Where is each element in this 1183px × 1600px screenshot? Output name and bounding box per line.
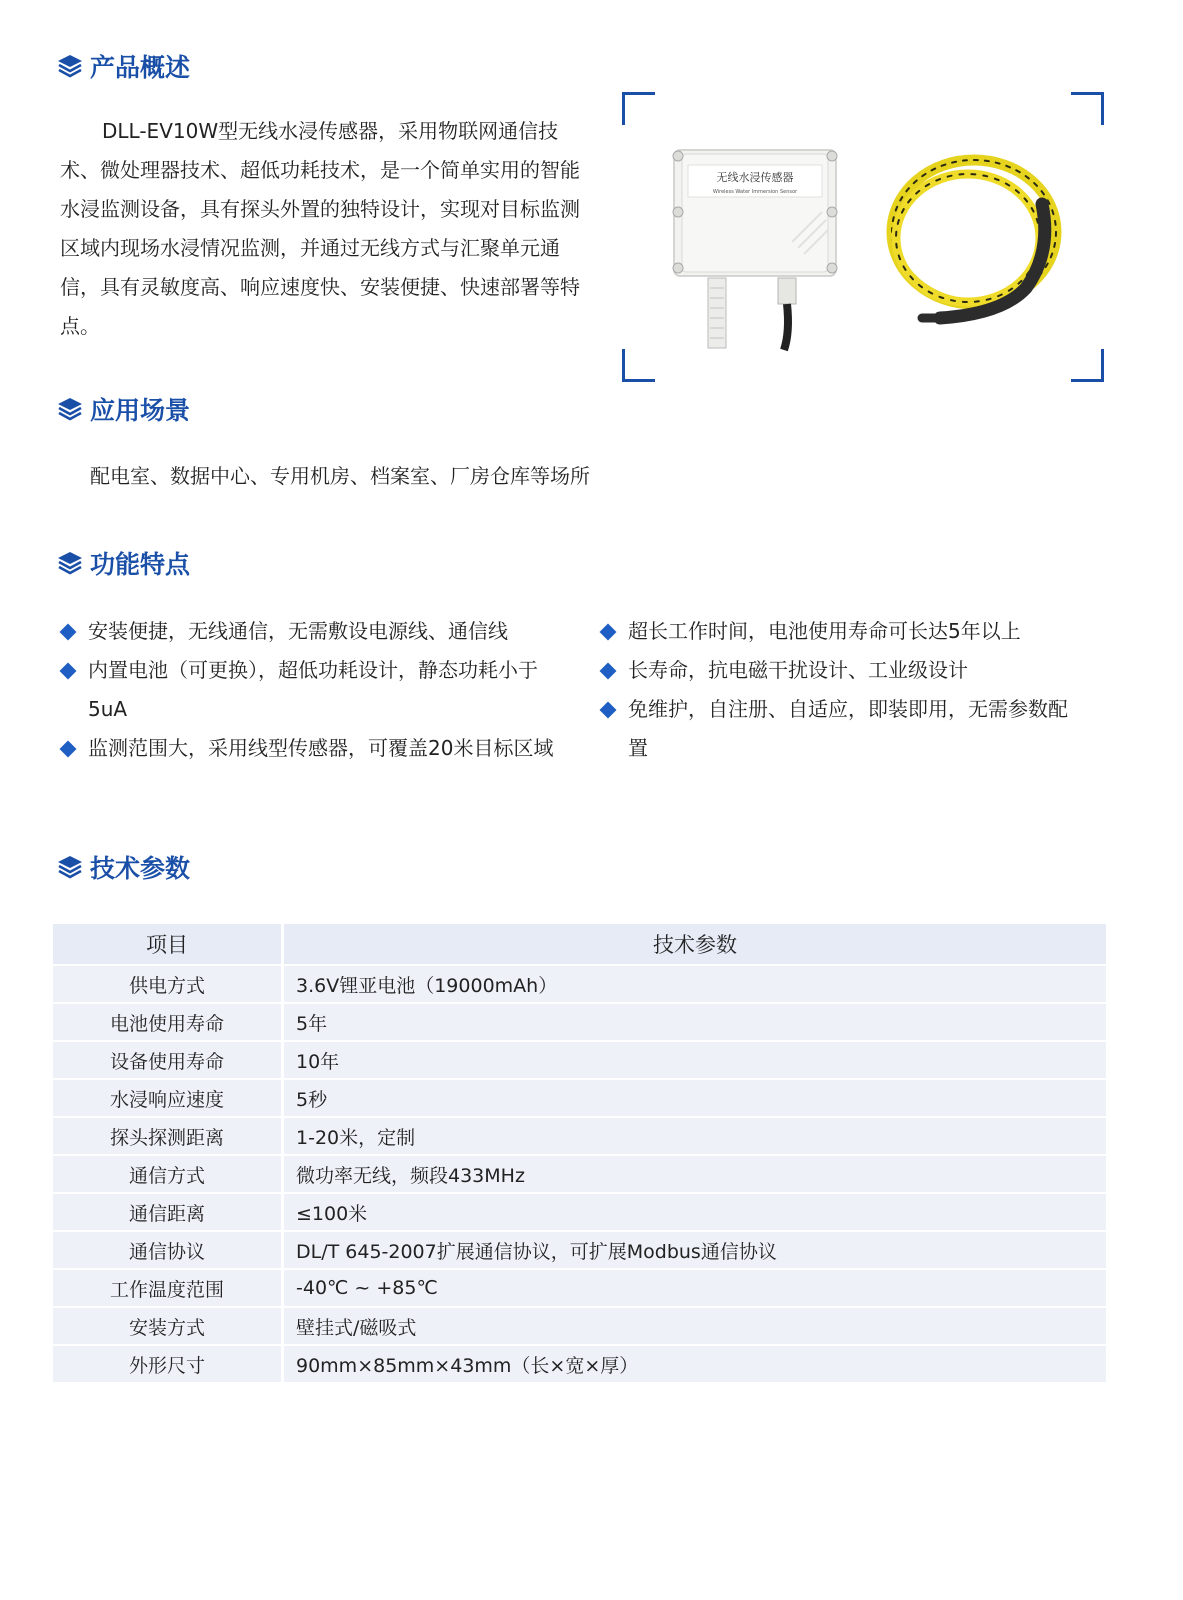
layers-icon [56,853,84,881]
feature-text: 监测范围大，采用线型传感器，可覆盖20米目标区域 [88,736,554,760]
table-cell-item: 设备使用寿命 [53,1042,284,1078]
scenario-text: 配电室、数据中心、专用机房、档案室、厂房仓库等场所 [90,464,590,488]
spec-table [53,922,1106,1384]
section-title-text: 功能特点 [90,550,191,579]
table-cell-value: ≤100米 [284,1194,1106,1230]
table-cell-item: 外形尺寸 [53,1346,284,1382]
device-label-en: Wireless Water Immersion Sensor [712,189,798,195]
feature-list-left [58,612,558,768]
table-cell-value: 5秒 [284,1080,1106,1116]
feature-text: 内置电池（可更换），超低功耗设计，静态功耗小于5uA [88,658,538,721]
section-title-text: 应用场景 [90,396,191,425]
frame-corner [1071,92,1104,125]
feature-item [58,651,558,729]
table-header-spec: 技术参数 [284,924,1106,964]
table-row [53,1346,1106,1382]
device-label-cn: 无线水浸传感器 [716,171,794,184]
feature-item [598,651,1078,690]
diamond-bullet-icon [600,702,617,719]
section-title-scenarios [56,391,190,427]
diamond-bullet-icon [60,741,77,758]
section-title-specs [56,849,190,885]
table-cell-value: -40℃ ~ +85℃ [284,1270,1106,1306]
table-cell-value: 90mm×85mm×43mm（长×宽×厚） [284,1346,1106,1382]
overview-paragraph: DLL-EV10W型无线水浸传感器，采用物联网通信技术、微处理器技术、超低功耗技术，是一个简单实用的智能水浸监测设备，具有探头外置的独特设计，实现对目标监测区域内现场水浸情况监测，并通过无线方式与汇聚单元通信，具有灵敏度高、响应速度快、安装便捷、快速部署等特点。 [60,119,580,338]
table-cell-item: 水浸响应速度 [53,1080,284,1116]
feature-item [598,690,1078,768]
table-cell-value: 10年 [284,1042,1106,1078]
table-cell-item: 探头探测距离 [53,1118,284,1154]
section-title-features [56,545,190,581]
feature-text: 长寿命，抗电磁干扰设计、工业级设计 [628,658,968,682]
table-cell-value: DL/T 645-2007扩展通信协议，可扩展Modbus通信协议 [284,1232,1106,1268]
diamond-bullet-icon [600,624,617,641]
table-cell-value: 微功率无线，频段433MHz [284,1156,1106,1192]
table-header-row [53,924,1106,964]
feature-item [58,729,558,768]
product-photo [622,92,1104,382]
table-row [53,1194,1106,1230]
table-row [53,966,1106,1002]
section-title-text: 产品概述 [90,53,191,82]
table-cell-value: 壁挂式/磁吸式 [284,1308,1106,1344]
table-cell-value: 1-20米，定制 [284,1118,1106,1154]
layers-icon [56,395,84,423]
feature-text: 安装便捷，无线通信，无需敷设电源线、通信线 [88,619,508,643]
table-row [53,1118,1106,1154]
table-cell-item: 供电方式 [53,966,284,1002]
table-cell-item: 安装方式 [53,1308,284,1344]
feature-list-right [598,612,1078,768]
feature-text: 免维护，自注册、自适应，即装即用，无需参数配置 [628,697,1068,760]
table-row [53,1232,1106,1268]
table-row [53,1308,1106,1344]
table-cell-value: 5年 [284,1004,1106,1040]
table-cell-value: 3.6V锂亚电池（19000mAh） [284,966,1106,1002]
table-row [53,1270,1106,1306]
frame-corner [622,349,655,382]
table-row [53,1004,1106,1040]
layers-icon [56,52,84,80]
section-title-overview [56,48,190,84]
feature-item [58,612,558,651]
table-row [53,1042,1106,1078]
table-cell-item: 工作温度范围 [53,1270,284,1306]
table-cell-item: 通信方式 [53,1156,284,1192]
section-title-text: 技术参数 [90,854,191,883]
table-cell-item: 通信协议 [53,1232,284,1268]
frame-corner [622,92,655,125]
table-cell-item: 电池使用寿命 [53,1004,284,1040]
table-header-item: 项目 [53,924,284,964]
diamond-bullet-icon [60,663,77,680]
sensor-device-image [622,92,1104,382]
diamond-bullet-icon [600,663,617,680]
frame-corner [1071,349,1104,382]
layers-icon [56,549,84,577]
table-cell-item: 通信距离 [53,1194,284,1230]
feature-item [598,612,1078,651]
diamond-bullet-icon [60,624,77,641]
table-row [53,1080,1106,1116]
feature-text: 超长工作时间，电池使用寿命可长达5年以上 [628,619,1021,643]
table-row [53,1156,1106,1192]
